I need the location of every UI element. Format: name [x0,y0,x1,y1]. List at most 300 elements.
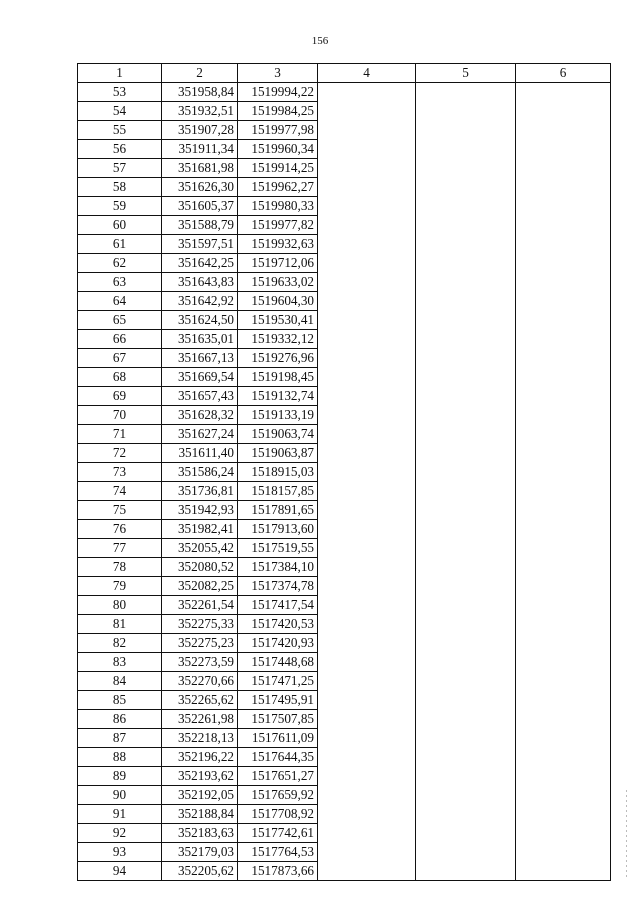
point-number-cell: 67 [78,349,162,368]
empty-cell-col-6 [516,786,611,805]
y-coordinate-cell: 1519977,98 [238,121,318,140]
empty-cell-col-4 [318,577,416,596]
column-header-4: 4 [318,64,416,83]
y-coordinate-cell: 1519914,25 [238,159,318,178]
x-coordinate-cell: 351736,81 [162,482,238,501]
x-coordinate-cell: 352270,66 [162,672,238,691]
empty-cell-col-4 [318,102,416,121]
empty-cell-col-4 [318,197,416,216]
column-header-6: 6 [516,64,611,83]
empty-cell-col-6 [516,615,611,634]
y-coordinate-cell: 1519133,19 [238,406,318,425]
x-coordinate-cell: 352261,54 [162,596,238,615]
empty-cell-col-6 [516,216,611,235]
point-number-cell: 70 [78,406,162,425]
empty-cell-col-4 [318,596,416,615]
table-row [78,349,611,368]
empty-cell-col-6 [516,178,611,197]
table-row [78,691,611,710]
x-coordinate-cell: 351982,41 [162,520,238,539]
point-number-cell: 72 [78,444,162,463]
empty-cell-col-4 [318,121,416,140]
table-row [78,710,611,729]
empty-cell-col-6 [516,596,611,615]
y-coordinate-cell: 1517420,53 [238,615,318,634]
x-coordinate-cell: 352275,23 [162,634,238,653]
empty-cell-col-5 [416,748,516,767]
y-coordinate-cell: 1517420,93 [238,634,318,653]
empty-cell-col-4 [318,254,416,273]
empty-cell-col-4 [318,501,416,520]
x-coordinate-cell: 351642,92 [162,292,238,311]
x-coordinate-cell: 351628,32 [162,406,238,425]
empty-cell-col-4 [318,843,416,862]
y-coordinate-cell: 1519932,63 [238,235,318,254]
empty-cell-col-6 [516,368,611,387]
empty-cell-col-4 [318,349,416,368]
x-coordinate-cell: 352273,59 [162,653,238,672]
point-number-cell: 64 [78,292,162,311]
empty-cell-col-5 [416,558,516,577]
y-coordinate-cell: 1517742,61 [238,824,318,843]
table-row [78,577,611,596]
x-coordinate-cell: 352218,13 [162,729,238,748]
empty-cell-col-5 [416,672,516,691]
x-coordinate-cell: 352183,63 [162,824,238,843]
empty-cell-col-5 [416,387,516,406]
x-coordinate-cell: 352080,52 [162,558,238,577]
empty-cell-col-6 [516,539,611,558]
empty-cell-col-6 [516,425,611,444]
point-number-cell: 75 [78,501,162,520]
empty-cell-col-4 [318,767,416,786]
table-row [78,463,611,482]
empty-cell-col-4 [318,862,416,881]
empty-cell-col-6 [516,520,611,539]
point-number-cell: 61 [78,235,162,254]
point-number-cell: 85 [78,691,162,710]
empty-cell-col-5 [416,653,516,672]
empty-cell-col-5 [416,216,516,235]
x-coordinate-cell: 352205,62 [162,862,238,881]
point-number-cell: 71 [78,425,162,444]
table-row [78,596,611,615]
x-coordinate-cell: 351932,51 [162,102,238,121]
point-number-cell: 63 [78,273,162,292]
empty-cell-col-4 [318,482,416,501]
y-coordinate-cell: 1519977,82 [238,216,318,235]
point-number-cell: 73 [78,463,162,482]
empty-cell-col-4 [318,729,416,748]
empty-cell-col-5 [416,254,516,273]
y-coordinate-cell: 1517384,10 [238,558,318,577]
x-coordinate-cell: 351942,93 [162,501,238,520]
empty-cell-col-5 [416,577,516,596]
y-coordinate-cell: 1517519,55 [238,539,318,558]
empty-cell-col-6 [516,824,611,843]
empty-cell-col-6 [516,729,611,748]
y-coordinate-cell: 1518157,85 [238,482,318,501]
table-row [78,862,611,881]
empty-cell-col-5 [416,482,516,501]
table-row [78,235,611,254]
empty-cell-col-6 [516,387,611,406]
y-coordinate-cell: 1519712,06 [238,254,318,273]
table-row [78,387,611,406]
empty-cell-col-4 [318,178,416,197]
x-coordinate-cell: 351605,37 [162,197,238,216]
y-coordinate-cell: 1519198,45 [238,368,318,387]
y-coordinate-cell: 1519984,25 [238,102,318,121]
table-row [78,520,611,539]
y-coordinate-cell: 1517651,27 [238,767,318,786]
empty-cell-col-5 [416,691,516,710]
empty-cell-col-6 [516,349,611,368]
y-coordinate-cell: 1517448,68 [238,653,318,672]
y-coordinate-cell: 1519063,74 [238,425,318,444]
empty-cell-col-6 [516,197,611,216]
y-coordinate-cell: 1519530,41 [238,311,318,330]
empty-cell-col-6 [516,805,611,824]
y-coordinate-cell: 1517659,92 [238,786,318,805]
empty-cell-col-6 [516,691,611,710]
x-coordinate-cell: 352179,03 [162,843,238,862]
table-row [78,501,611,520]
table-row [78,748,611,767]
empty-cell-col-4 [318,672,416,691]
table-row [78,634,611,653]
empty-cell-col-4 [318,387,416,406]
empty-cell-col-5 [416,330,516,349]
empty-cell-col-4 [318,748,416,767]
table-row [78,444,611,463]
table-row [78,140,611,159]
point-number-cell: 87 [78,729,162,748]
x-coordinate-cell: 351958,84 [162,83,238,102]
empty-cell-col-6 [516,330,611,349]
x-coordinate-cell: 352196,22 [162,748,238,767]
table-row [78,254,611,273]
empty-cell-col-5 [416,786,516,805]
empty-cell-col-6 [516,444,611,463]
y-coordinate-cell: 1517644,35 [238,748,318,767]
y-coordinate-cell: 1517417,54 [238,596,318,615]
empty-cell-col-4 [318,805,416,824]
empty-cell-col-4 [318,615,416,634]
empty-cell-col-5 [416,539,516,558]
point-number-cell: 74 [78,482,162,501]
empty-cell-col-6 [516,577,611,596]
point-number-cell: 94 [78,862,162,881]
empty-cell-col-5 [416,729,516,748]
point-number-cell: 80 [78,596,162,615]
empty-cell-col-4 [318,235,416,254]
empty-cell-col-4 [318,406,416,425]
empty-cell-col-6 [516,501,611,520]
y-coordinate-cell: 1519332,12 [238,330,318,349]
table-row [78,824,611,843]
y-coordinate-cell: 1519063,87 [238,444,318,463]
empty-cell-col-4 [318,330,416,349]
empty-cell-col-5 [416,273,516,292]
empty-cell-col-6 [516,254,611,273]
empty-cell-col-4 [318,824,416,843]
empty-cell-col-5 [416,862,516,881]
empty-cell-col-4 [318,216,416,235]
empty-cell-col-6 [516,121,611,140]
empty-cell-col-6 [516,235,611,254]
empty-cell-col-5 [416,311,516,330]
empty-cell-col-5 [416,710,516,729]
y-coordinate-cell: 1519132,74 [238,387,318,406]
point-number-cell: 83 [78,653,162,672]
point-number-cell: 88 [78,748,162,767]
empty-cell-col-6 [516,710,611,729]
table-body [78,83,611,881]
point-number-cell: 54 [78,102,162,121]
table-row [78,406,611,425]
point-number-cell: 57 [78,159,162,178]
empty-cell-col-5 [416,159,516,178]
table-row [78,311,611,330]
column-header-3: 3 [238,64,318,83]
x-coordinate-cell: 351911,34 [162,140,238,159]
point-number-cell: 78 [78,558,162,577]
y-coordinate-cell: 1519276,96 [238,349,318,368]
empty-cell-col-6 [516,862,611,881]
empty-cell-col-5 [416,292,516,311]
empty-cell-col-6 [516,406,611,425]
y-coordinate-cell: 1519994,22 [238,83,318,102]
y-coordinate-cell: 1517913,60 [238,520,318,539]
empty-cell-col-4 [318,140,416,159]
empty-cell-col-6 [516,767,611,786]
point-number-cell: 58 [78,178,162,197]
table-row [78,767,611,786]
y-coordinate-cell: 1517708,92 [238,805,318,824]
empty-cell-col-5 [416,425,516,444]
empty-cell-col-4 [318,558,416,577]
empty-cell-col-4 [318,539,416,558]
x-coordinate-cell: 351669,54 [162,368,238,387]
y-coordinate-cell: 1517764,53 [238,843,318,862]
table-row [78,216,611,235]
x-coordinate-cell: 351643,83 [162,273,238,292]
table-row [78,425,611,444]
table-row [78,159,611,178]
table-row [78,197,611,216]
point-number-cell: 93 [78,843,162,862]
x-coordinate-cell: 352193,62 [162,767,238,786]
empty-cell-col-5 [416,501,516,520]
empty-cell-col-4 [318,311,416,330]
point-number-cell: 77 [78,539,162,558]
x-coordinate-cell: 352192,05 [162,786,238,805]
empty-cell-col-4 [318,444,416,463]
table-row [78,805,611,824]
x-coordinate-cell: 351626,30 [162,178,238,197]
point-number-cell: 62 [78,254,162,273]
x-coordinate-cell: 351627,24 [162,425,238,444]
y-coordinate-cell: 1518915,03 [238,463,318,482]
point-number-cell: 92 [78,824,162,843]
empty-cell-col-6 [516,140,611,159]
point-number-cell: 90 [78,786,162,805]
empty-cell-col-5 [416,843,516,862]
x-coordinate-cell: 352275,33 [162,615,238,634]
y-coordinate-cell: 1519604,30 [238,292,318,311]
empty-cell-col-5 [416,406,516,425]
empty-cell-col-6 [516,634,611,653]
empty-cell-col-5 [416,197,516,216]
empty-cell-col-6 [516,273,611,292]
empty-cell-col-6 [516,463,611,482]
table-row [78,292,611,311]
point-number-cell: 84 [78,672,162,691]
empty-cell-col-6 [516,653,611,672]
empty-cell-col-6 [516,83,611,102]
y-coordinate-cell: 1519962,27 [238,178,318,197]
empty-cell-col-4 [318,368,416,387]
empty-cell-col-5 [416,805,516,824]
empty-cell-col-4 [318,520,416,539]
empty-cell-col-5 [416,121,516,140]
empty-cell-col-5 [416,767,516,786]
y-coordinate-cell: 1517507,85 [238,710,318,729]
point-number-cell: 82 [78,634,162,653]
table-row [78,102,611,121]
empty-cell-col-5 [416,368,516,387]
y-coordinate-cell: 1517873,66 [238,862,318,881]
empty-cell-col-6 [516,843,611,862]
y-coordinate-cell: 1517495,91 [238,691,318,710]
column-header-5: 5 [416,64,516,83]
column-header-1: 1 [78,64,162,83]
table-header-row [78,64,611,83]
empty-cell-col-4 [318,463,416,482]
point-number-cell: 53 [78,83,162,102]
point-number-cell: 69 [78,387,162,406]
x-coordinate-cell: 351588,79 [162,216,238,235]
point-number-cell: 79 [78,577,162,596]
y-coordinate-cell: 1517471,25 [238,672,318,691]
table-row [78,368,611,387]
x-coordinate-cell: 352265,62 [162,691,238,710]
x-coordinate-cell: 351635,01 [162,330,238,349]
empty-cell-col-4 [318,691,416,710]
table-row [78,121,611,140]
y-coordinate-cell: 1517891,65 [238,501,318,520]
point-number-cell: 86 [78,710,162,729]
empty-cell-col-4 [318,653,416,672]
empty-cell-col-5 [416,102,516,121]
y-coordinate-cell: 1519960,34 [238,140,318,159]
column-header-2: 2 [162,64,238,83]
empty-cell-col-4 [318,425,416,444]
table-row [78,786,611,805]
point-number-cell: 81 [78,615,162,634]
table-row [78,672,611,691]
y-coordinate-cell: 1519633,02 [238,273,318,292]
point-number-cell: 55 [78,121,162,140]
table-row [78,178,611,197]
y-coordinate-cell: 1517374,78 [238,577,318,596]
empty-cell-col-5 [416,83,516,102]
empty-cell-col-4 [318,786,416,805]
x-coordinate-cell: 352261,98 [162,710,238,729]
empty-cell-col-6 [516,482,611,501]
empty-cell-col-5 [416,520,516,539]
empty-cell-col-4 [318,83,416,102]
empty-cell-col-6 [516,748,611,767]
empty-cell-col-5 [416,824,516,843]
empty-cell-col-5 [416,140,516,159]
empty-cell-col-4 [318,159,416,178]
scan-edge-mark [626,790,627,880]
x-coordinate-cell: 352082,25 [162,577,238,596]
empty-cell-col-6 [516,558,611,577]
point-number-cell: 59 [78,197,162,216]
empty-cell-col-5 [416,235,516,254]
empty-cell-col-5 [416,615,516,634]
table-row [78,843,611,862]
x-coordinate-cell: 351586,24 [162,463,238,482]
empty-cell-col-6 [516,159,611,178]
coordinates-table [77,63,611,881]
point-number-cell: 56 [78,140,162,159]
x-coordinate-cell: 351624,50 [162,311,238,330]
page-number: 156 [311,35,329,47]
point-number-cell: 89 [78,767,162,786]
empty-cell-col-4 [318,634,416,653]
empty-cell-col-5 [416,463,516,482]
table-row [78,482,611,501]
x-coordinate-cell: 351597,51 [162,235,238,254]
point-number-cell: 66 [78,330,162,349]
empty-cell-col-5 [416,596,516,615]
x-coordinate-cell: 351642,25 [162,254,238,273]
x-coordinate-cell: 351611,40 [162,444,238,463]
table-row [78,83,611,102]
x-coordinate-cell: 351681,98 [162,159,238,178]
empty-cell-col-6 [516,672,611,691]
empty-cell-col-5 [416,349,516,368]
point-number-cell: 76 [78,520,162,539]
empty-cell-col-5 [416,634,516,653]
empty-cell-col-4 [318,710,416,729]
empty-cell-col-6 [516,102,611,121]
table-row [78,558,611,577]
x-coordinate-cell: 352055,42 [162,539,238,558]
empty-cell-col-6 [516,292,611,311]
x-coordinate-cell: 351907,28 [162,121,238,140]
x-coordinate-cell: 352188,84 [162,805,238,824]
table-row [78,330,611,349]
empty-cell-col-5 [416,444,516,463]
table-row [78,273,611,292]
point-number-cell: 60 [78,216,162,235]
y-coordinate-cell: 1519980,33 [238,197,318,216]
empty-cell-col-4 [318,273,416,292]
table-row [78,539,611,558]
point-number-cell: 65 [78,311,162,330]
table-row [78,729,611,748]
y-coordinate-cell: 1517611,09 [238,729,318,748]
empty-cell-col-4 [318,292,416,311]
table-row [78,615,611,634]
x-coordinate-cell: 351667,13 [162,349,238,368]
empty-cell-col-5 [416,178,516,197]
